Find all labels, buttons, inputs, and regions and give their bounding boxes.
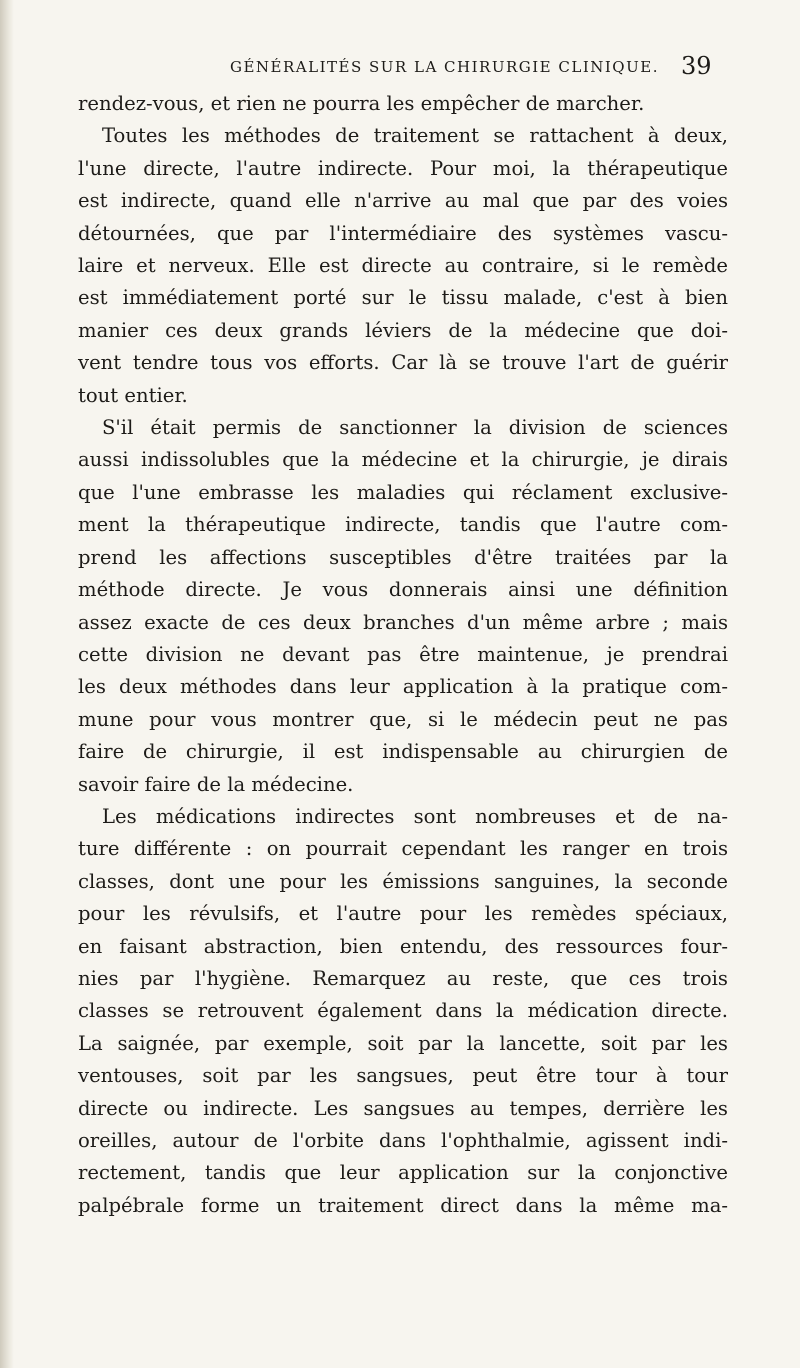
- text-line: oreilles, autour de l'orbite dans l'ophthalmie, agissent indi-: [78, 1129, 728, 1152]
- text-line: détournées, que par l'intermédiaire des systèmes vascu-: [78, 221, 728, 245]
- page-number: 39: [681, 52, 712, 80]
- body-text: [78, 88, 728, 1222]
- text-line: que l'une embrasse les maladies qui réclament exclusive-: [78, 480, 728, 504]
- text-line: classes se retrouvent également dans la médication directe.: [78, 999, 728, 1023]
- text-line: Toutes les méthodes de traitement se rattachent à deux,: [102, 124, 728, 148]
- text-line: est immédiatement porté sur le tissu malade, c'est à bien: [78, 286, 728, 310]
- text-line: ventouses, soit par les sangsues, peut être tour à tour: [78, 1064, 728, 1088]
- text-line: ment la thérapeutique indirecte, tandis que l'autre com-: [78, 513, 728, 537]
- text-line: La saignée, par exemple, soit par la lancette, soit par les: [78, 1031, 728, 1055]
- text-line: laire et nerveux. Elle est directe au contraire, si le remède: [78, 254, 728, 278]
- text-line: prend les affections susceptibles d'être traitées par la: [78, 545, 728, 569]
- text-line: cette division ne devant pas être maintenue, je prendrai: [78, 642, 728, 666]
- text-line: aussi indissolubles que la médecine et la chirurgie, je dirais: [78, 448, 728, 472]
- text-line: les deux méthodes dans leur application à la pratique com-: [78, 675, 728, 699]
- paragraph: [78, 801, 728, 1222]
- text-line: mune pour vous montrer que, si le médecin peut ne pas: [78, 707, 728, 731]
- text-line: rendez-vous, et rien ne pourra les empêcher de marcher.: [78, 92, 645, 115]
- text-line: savoir faire de la médecine.: [78, 772, 354, 796]
- text-line: Les médications indirectes sont nombreuses et de na-: [102, 804, 728, 828]
- text-line: en faisant abstraction, bien entendu, des ressources four-: [78, 934, 728, 958]
- text-line: palpébrale forme un traitement direct dans la même ma-: [78, 1193, 728, 1217]
- text-line: rectement, tandis que leur application sur la conjonctive: [78, 1161, 728, 1185]
- text-line: est indirecte, quand elle n'arrive au mal que par des voies: [78, 189, 728, 213]
- text-line: S'il était permis de sanctionner la division de sciences: [102, 416, 728, 440]
- text-line: méthode directe. Je vous donnerais ainsi une définition: [78, 578, 728, 602]
- text-line: classes, dont une pour les émissions sanguines, la seconde: [78, 869, 728, 893]
- text-line: tout entier.: [78, 383, 188, 407]
- running-head: GÉNÉRALITÉS SUR LA CHIRURGIE CLINIQUE.: [230, 58, 659, 76]
- text-line: l'une directe, l'autre indirecte. Pour moi, la thérapeutique: [78, 156, 728, 180]
- page-binding-shadow: [0, 0, 14, 1368]
- text-line: assez exacte de ces deux branches d'un même arbre ; mais: [78, 610, 728, 634]
- text-line: faire de chirurgie, il est indispensable au chirurgien de: [78, 740, 728, 764]
- paragraph: [78, 88, 728, 120]
- text-line: vent tendre tous vos efforts. Car là se trouve l'art de guérir: [78, 351, 728, 375]
- paragraph: [78, 412, 728, 801]
- text-line: directe ou indirecte. Les sangsues au tempes, derrière les: [78, 1096, 728, 1120]
- text-line: ture différente : on pourrait cependant les ranger en trois: [78, 837, 728, 861]
- text-line: pour les révulsifs, et l'autre pour les remèdes spéciaux,: [78, 902, 728, 926]
- paragraph: [78, 120, 728, 412]
- text-line: nies par l'hygiène. Remarquez au reste, que ces trois: [78, 966, 728, 990]
- text-line: manier ces deux grands léviers de la médecine que doi-: [78, 318, 728, 342]
